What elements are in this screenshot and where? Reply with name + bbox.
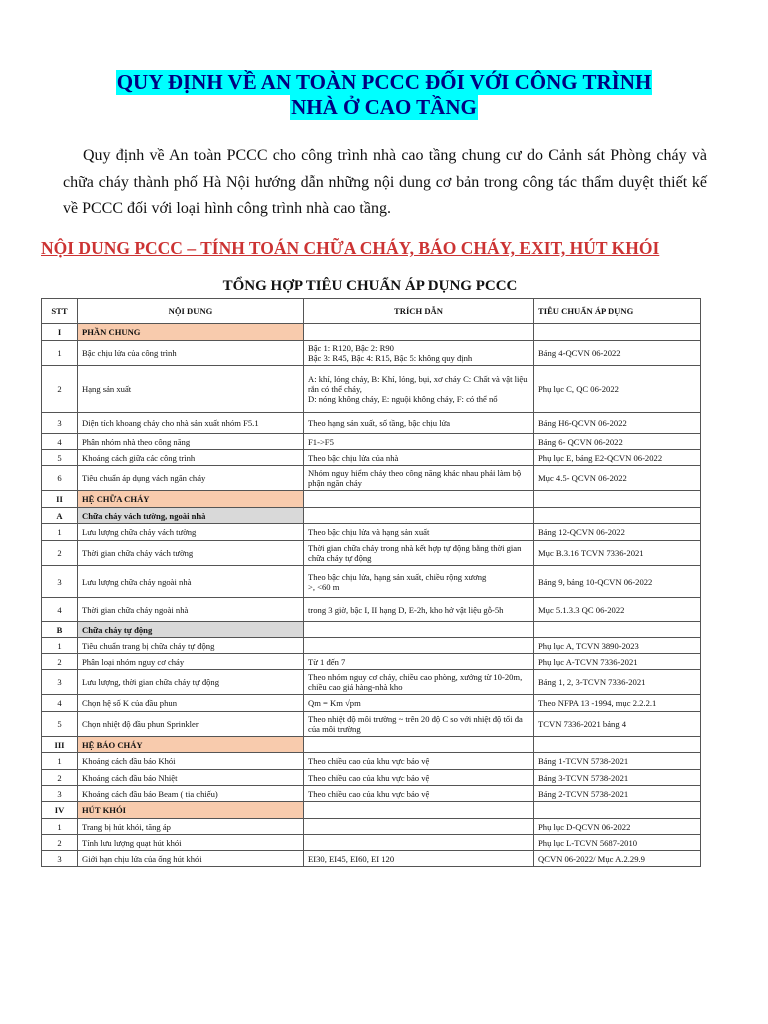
cell-citation xyxy=(304,491,534,508)
cell-stt: 3 xyxy=(42,413,78,434)
cell-standard: Phụ lục L-TCVN 5687-2010 xyxy=(534,835,701,851)
cell-standard: Phụ lục E, bảng E2-QCVN 06-2022 xyxy=(534,450,701,466)
cell-citation xyxy=(304,508,534,524)
cell-standard xyxy=(534,491,701,508)
cell-citation: Qm = Km √pm xyxy=(304,695,534,712)
cell-citation xyxy=(304,622,534,638)
cell-content: Khoảng cách đầu báo Nhiệt xyxy=(78,770,304,786)
table-row xyxy=(42,786,701,802)
title-line-2: NHÀ Ở CAO TẦNG xyxy=(291,95,477,119)
cell-stt: 2 xyxy=(42,770,78,786)
cell-standard: Bảng 4-QCVN 06-2022 xyxy=(534,341,701,366)
cell-citation xyxy=(304,324,534,341)
cell-citation: Thời gian chữa cháy trong nhà kết hợp tự động bằng thời gian chữa cháy tự động xyxy=(304,541,534,566)
cell-stt: 2 xyxy=(42,654,78,670)
cell-stt: 4 xyxy=(42,434,78,450)
section-row xyxy=(42,737,701,753)
table-row xyxy=(42,851,701,867)
cell-citation: Theo hạng sản xuất, số tầng, bậc chịu lửa xyxy=(304,413,534,434)
cell-stt: 4 xyxy=(42,598,78,622)
cell-citation: Theo chiều cao của khu vực bảo vệ xyxy=(304,770,534,786)
intro-paragraph: Quy định về An toàn PCCC cho công trình nhà cao tầng chung cư do Cảnh sát Phòng cháy và chữa cháy thành phố Hà Nội hướng dẫn những nội dung cơ bản trong công tác thẩm duyệt thiết kế về PCCC đối với loại hình công trình nhà cao tầng. xyxy=(63,147,707,217)
cell-standard: QCVN 06-2022/ Mục A.2.29.9 xyxy=(534,851,701,867)
cell-citation: A: khí, lỏng cháy, B: Khí, lỏng, bụi, xơ cháy C: Chất và vật liệu rắn có thể cháy, D: nóng không cháy, E: nguội không cháy, F: có thể nổ xyxy=(304,366,534,413)
cell-citation xyxy=(304,737,534,753)
cell-citation: Theo chiều cao của khu vực bảo vệ xyxy=(304,786,534,802)
cell-citation: Theo nhiệt độ môi trường ~ trên 20 độ C so với nhiệt độ tối đa của môi trường xyxy=(304,712,534,737)
table-row xyxy=(42,524,701,541)
cell-citation: trong 3 giờ, bậc I, II hạng D, E-2h, kho hở vật liệu gỗ-5h xyxy=(304,598,534,622)
cell-stt: 2 xyxy=(42,366,78,413)
subsection-row xyxy=(42,508,701,524)
cell-content: HỆ CHỮA CHÁY xyxy=(78,491,304,508)
cell-content: Lưu lượng, thời gian chữa cháy tự động xyxy=(78,670,304,695)
cell-content: Lưu lượng chữa cháy vách tường xyxy=(78,524,304,541)
table-row xyxy=(42,413,701,434)
cell-citation: EI30, EI45, EI60, EI 120 xyxy=(304,851,534,867)
table-row xyxy=(42,753,701,770)
cell-standard: Bảng 6- QCVN 06-2022 xyxy=(534,434,701,450)
cell-content: Giới hạn chịu lửa của ống hút khói xyxy=(78,851,304,867)
table-row xyxy=(42,712,701,737)
cell-stt: 2 xyxy=(42,541,78,566)
cell-citation: Nhóm nguy hiểm cháy theo công năng khác nhau phải làm bộ phận ngăn cháy xyxy=(304,466,534,491)
cell-content: Chữa cháy tự động xyxy=(78,622,304,638)
cell-citation xyxy=(304,802,534,819)
cell-content: Tiêu chuẩn trang bị chữa cháy tự động xyxy=(78,638,304,654)
cell-citation: Bậc 1: R120, Bậc 2: R90 Bậc 3: R45, Bậc 4: R15, Bậc 5: không quy định xyxy=(304,341,534,366)
cell-content: HÚT KHÓI xyxy=(78,802,304,819)
cell-standard: Bảng 3-TCVN 5738-2021 xyxy=(534,770,701,786)
cell-content: Tiêu chuẩn áp dụng vách ngăn cháy xyxy=(78,466,304,491)
cell-stt: 3 xyxy=(42,566,78,598)
cell-standard: Bảng 1, 2, 3-TCVN 7336-2021 xyxy=(534,670,701,695)
cell-standard xyxy=(534,737,701,753)
cell-content: Phân nhóm nhà theo công năng xyxy=(78,434,304,450)
cell-content: HỆ BÁO CHÁY xyxy=(78,737,304,753)
cell-citation: Theo bậc chịu lửa, hạng sản xuất, chiều rộng xương >, <60 m xyxy=(304,566,534,598)
cell-content: Chọn hệ số K của đầu phun xyxy=(78,695,304,712)
subsection-row xyxy=(42,622,701,638)
cell-content: Chữa cháy vách tường, ngoài nhà xyxy=(78,508,304,524)
table-row xyxy=(42,638,701,654)
cell-standard xyxy=(534,622,701,638)
table-title: TỔNG HỢP TIÊU CHUẨN ÁP DỤNG PCCC xyxy=(222,278,518,294)
section-row xyxy=(42,802,701,819)
cell-stt: 2 xyxy=(42,835,78,851)
cell-standard: Bảng 2-TCVN 5738-2021 xyxy=(534,786,701,802)
cell-content: Hạng sản xuất xyxy=(78,366,304,413)
document-title xyxy=(0,70,768,120)
table-body xyxy=(42,324,701,867)
cell-standard: Bảng 9, bảng 10-QCVN 06-2022 xyxy=(534,566,701,598)
header-content: NỘI DUNG xyxy=(78,299,304,324)
cell-content: Tính lưu lượng quạt hút khói xyxy=(78,835,304,851)
standards-table xyxy=(41,298,701,867)
cell-standard: TCVN 7336-2021 bảng 4 xyxy=(534,712,701,737)
cell-standard: Bảng 1-TCVN 5738-2021 xyxy=(534,753,701,770)
cell-standard: Phụ lục A-TCVN 7336-2021 xyxy=(534,654,701,670)
cell-content: Chọn nhiệt độ đầu phun Sprinkler xyxy=(78,712,304,737)
cell-content: Khoảng cách đầu báo Beam ( tia chiếu) xyxy=(78,786,304,802)
cell-content: Khoảng cách giữa các công trình xyxy=(78,450,304,466)
cell-content: Trang bị hút khói, tăng áp xyxy=(78,819,304,835)
cell-content: Lưu lượng chữa cháy ngoài nhà xyxy=(78,566,304,598)
cell-stt: 5 xyxy=(42,450,78,466)
cell-content: Thời gian chữa cháy ngoài nhà xyxy=(78,598,304,622)
table-row xyxy=(42,598,701,622)
cell-stt: 1 xyxy=(42,638,78,654)
cell-citation xyxy=(304,819,534,835)
cell-content: Thời gian chữa cháy vách tường xyxy=(78,541,304,566)
cell-standard: Phụ lục A, TCVN 3890-2023 xyxy=(534,638,701,654)
cell-stt: 3 xyxy=(42,851,78,867)
table-row xyxy=(42,566,701,598)
cell-standard xyxy=(534,802,701,819)
cell-citation: F1->F5 xyxy=(304,434,534,450)
cell-citation: Theo bậc chịu lửa và hạng sản xuất xyxy=(304,524,534,541)
cell-standard: Mục 4.5- QCVN 06-2022 xyxy=(534,466,701,491)
table-row xyxy=(42,341,701,366)
cell-content: Diện tích khoang cháy cho nhà sản xuất nhóm F5.1 xyxy=(78,413,304,434)
cell-content: Bậc chịu lửa của công trình xyxy=(78,341,304,366)
table-row xyxy=(42,366,701,413)
table-row xyxy=(42,835,701,851)
cell-stt: IV xyxy=(42,802,78,819)
cell-stt: 3 xyxy=(42,786,78,802)
section-row xyxy=(42,491,701,508)
cell-citation: Theo bậc chịu lửa của nhà xyxy=(304,450,534,466)
table-row xyxy=(42,695,701,712)
cell-standard: Mục 5.1.3.3 QC 06-2022 xyxy=(534,598,701,622)
table-row xyxy=(42,654,701,670)
cell-stt: B xyxy=(42,622,78,638)
cell-stt: III xyxy=(42,737,78,753)
cell-content: PHẦN CHUNG xyxy=(78,324,304,341)
cell-stt: II xyxy=(42,491,78,508)
table-row xyxy=(42,670,701,695)
cell-content: Khoảng cách đầu báo Khói xyxy=(78,753,304,770)
section-row xyxy=(42,324,701,341)
header-stt: STT xyxy=(42,299,78,324)
table-row xyxy=(42,819,701,835)
section-heading: NỘI DUNG PCCC – TÍNH TOÁN CHỮA CHÁY, BÁO CHÁY, EXIT, HÚT KHÓI xyxy=(41,238,660,258)
cell-stt: 6 xyxy=(42,466,78,491)
cell-standard: Phụ lục D-QCVN 06-2022 xyxy=(534,819,701,835)
cell-citation xyxy=(304,835,534,851)
cell-standard xyxy=(534,508,701,524)
table-row xyxy=(42,541,701,566)
cell-citation xyxy=(304,638,534,654)
cell-stt: 5 xyxy=(42,712,78,737)
cell-stt: I xyxy=(42,324,78,341)
cell-standard: Phụ lục C, QC 06-2022 xyxy=(534,366,701,413)
cell-content: Phân loại nhóm nguy cơ cháy xyxy=(78,654,304,670)
table-row xyxy=(42,466,701,491)
table-row xyxy=(42,770,701,786)
cell-standard: Bảng H6-QCVN 06-2022 xyxy=(534,413,701,434)
cell-stt: A xyxy=(42,508,78,524)
cell-stt: 3 xyxy=(42,670,78,695)
table-header-row xyxy=(42,299,701,324)
table-row xyxy=(42,434,701,450)
cell-standard: Theo NFPA 13 -1994, mục 2.2.2.1 xyxy=(534,695,701,712)
cell-standard: Bảng 12-QCVN 06-2022 xyxy=(534,524,701,541)
header-citation: TRÍCH DẪN xyxy=(304,299,534,324)
table-row xyxy=(42,450,701,466)
cell-standard xyxy=(534,324,701,341)
cell-citation: Theo nhóm nguy cơ cháy, chiều cao phòng, xưởng từ 10-20m, chiều cao giá hàng-nhà kho xyxy=(304,670,534,695)
cell-citation: Theo chiều cao của khu vực bảo vệ xyxy=(304,753,534,770)
cell-stt: 1 xyxy=(42,341,78,366)
cell-citation: Từ 1 đến 7 xyxy=(304,654,534,670)
cell-stt: 1 xyxy=(42,753,78,770)
title-line-1: QUY ĐỊNH VỀ AN TOÀN PCCC ĐỐI VỚI CÔNG TRÌNH xyxy=(116,70,652,94)
cell-stt: 4 xyxy=(42,695,78,712)
cell-stt: 1 xyxy=(42,819,78,835)
header-standard: TIÊU CHUẨN ÁP DỤNG xyxy=(534,299,701,324)
cell-stt: 1 xyxy=(42,524,78,541)
cell-standard: Mục B.3.16 TCVN 7336-2021 xyxy=(534,541,701,566)
